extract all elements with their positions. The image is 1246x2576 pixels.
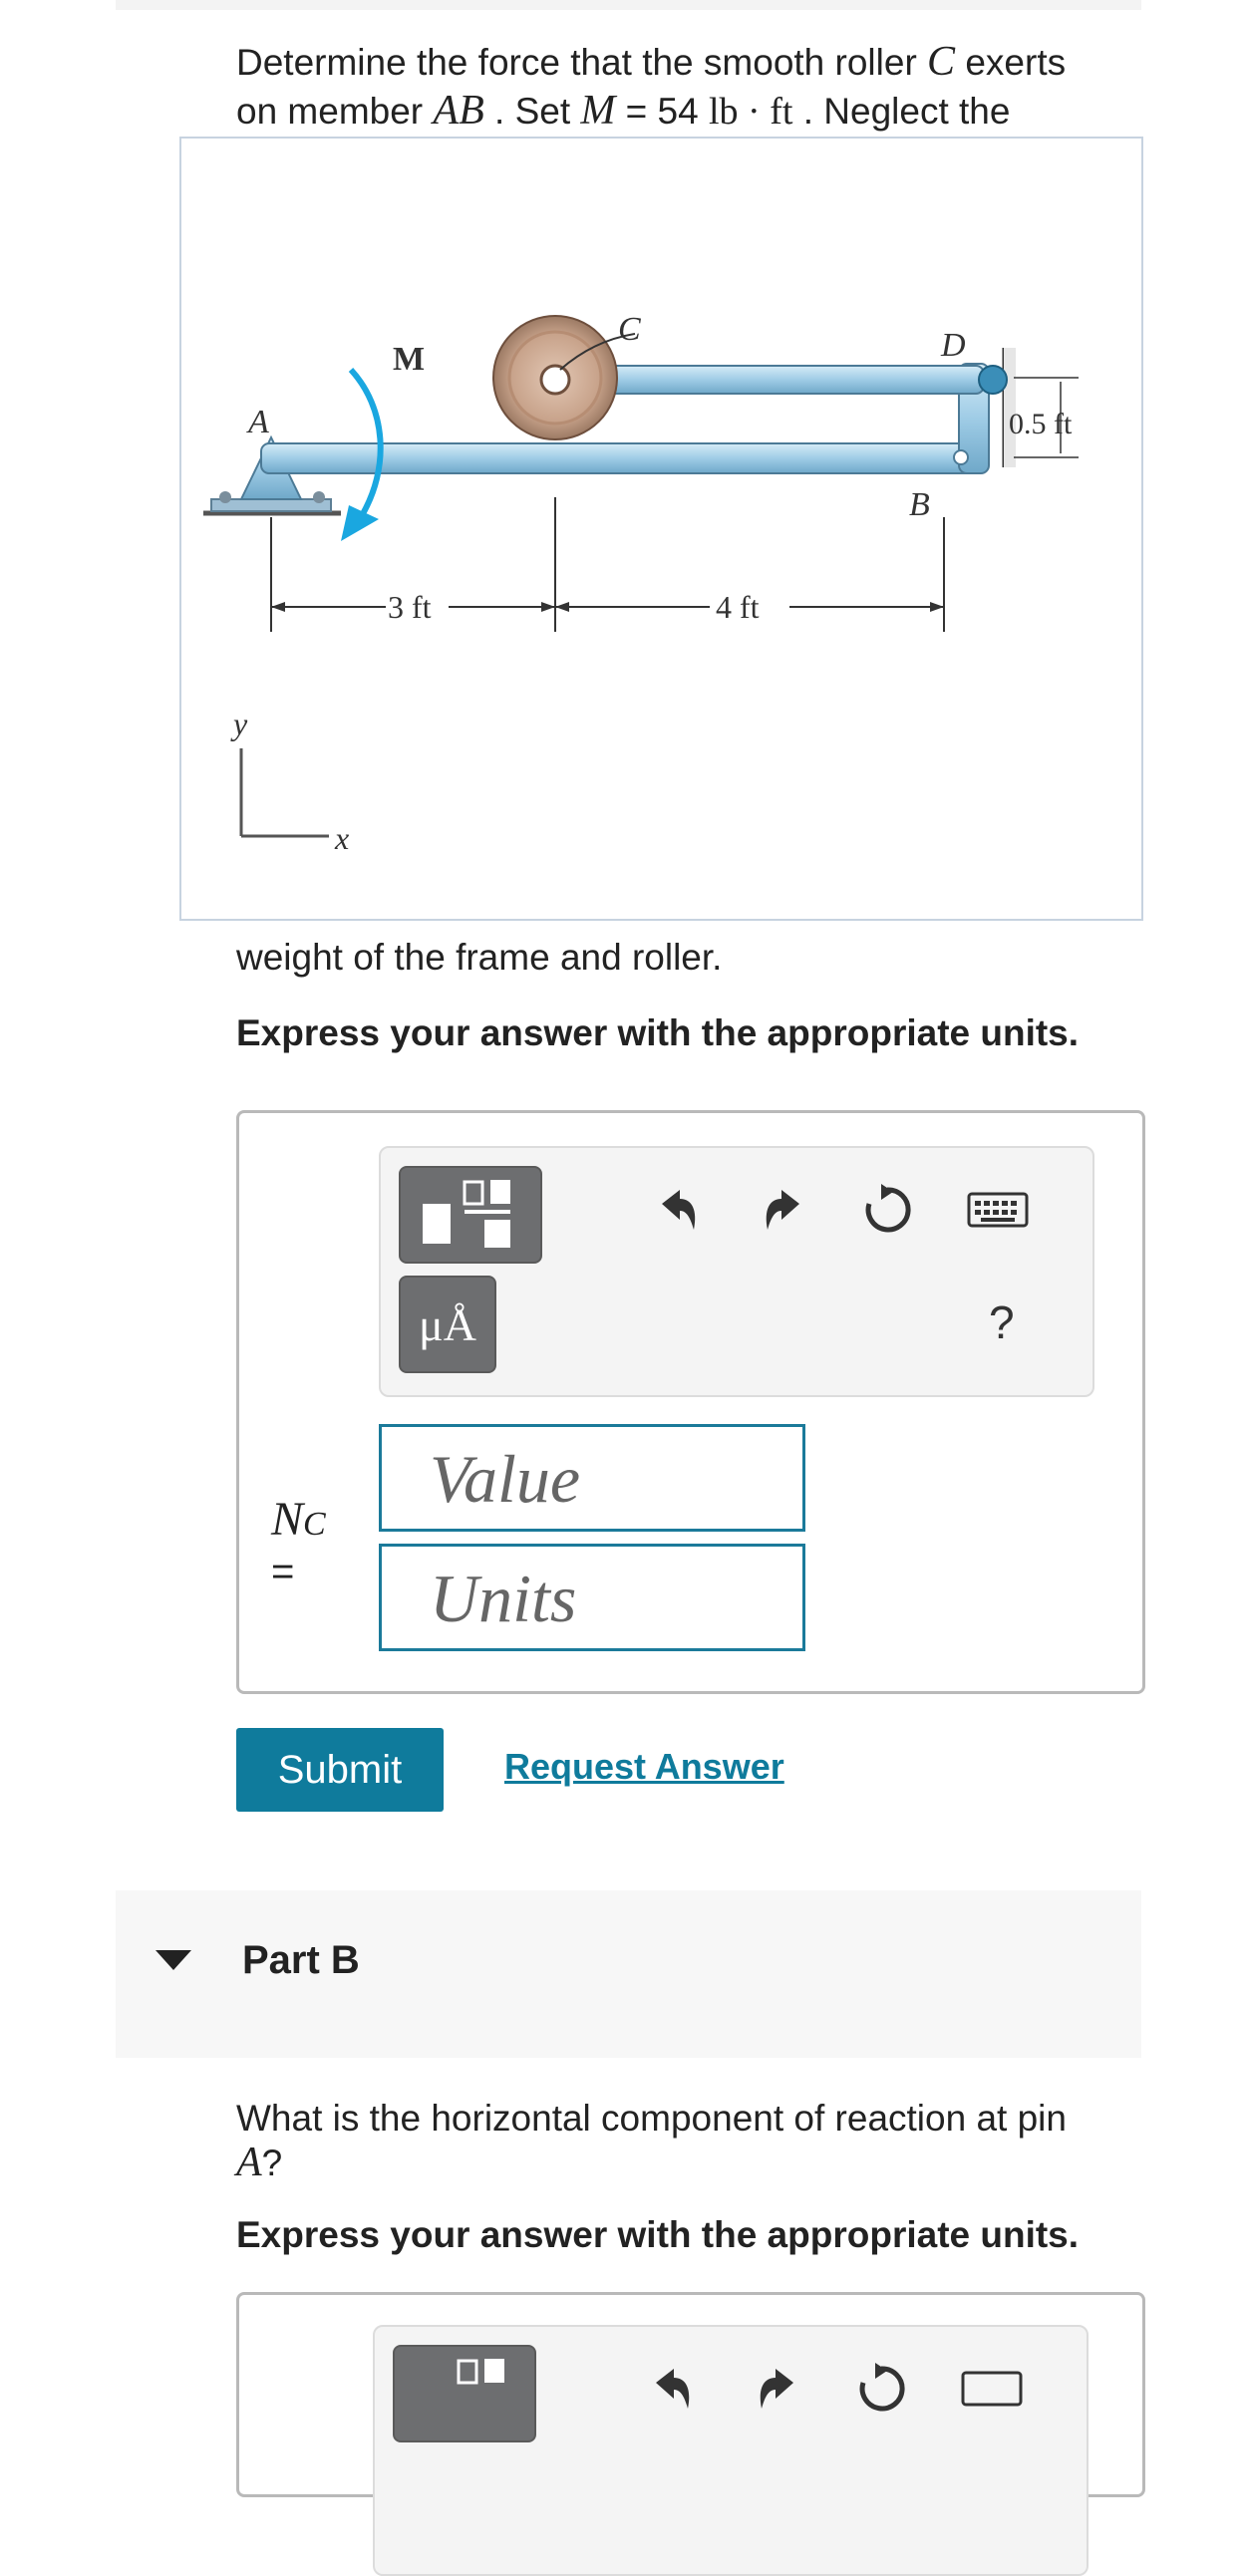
part-b-question	[236, 2097, 1133, 2185]
problem-line-1	[236, 38, 1133, 87]
dim-3ft-label: 3 ft	[388, 589, 432, 625]
top-divider	[116, 0, 1141, 10]
caret-down-icon[interactable]	[156, 1950, 191, 1970]
roller-axle	[541, 366, 569, 394]
templates-icon	[395, 2347, 534, 2440]
help-button[interactable]: ?	[989, 1296, 1015, 1348]
problem-statement	[236, 38, 1133, 136]
roller-D	[979, 366, 1007, 394]
answer-var: N	[271, 1493, 304, 1546]
prompt-text: . Set	[483, 91, 581, 132]
units-button[interactable]	[399, 1276, 496, 1373]
moment-units: lb · ft	[709, 91, 793, 133]
prompt-text: on member	[236, 91, 434, 132]
reset-icon[interactable]	[851, 2361, 911, 2426]
problem-line-2	[236, 87, 1133, 136]
undo-icon[interactable]	[644, 2365, 694, 2420]
templates-icon	[401, 1168, 540, 1262]
part-b-instruction: Express your answer with the appropriate units.	[236, 2214, 1080, 2255]
answer-subscript: C	[303, 1506, 326, 1543]
var-A: A	[236, 2140, 262, 2185]
question-text: ?	[261, 2143, 283, 2183]
part-b-header[interactable]	[116, 1890, 1141, 2058]
axis-x-label: x	[335, 820, 350, 856]
dim-arrow	[541, 602, 555, 612]
units-input[interactable]: Units	[379, 1544, 805, 1651]
answer-label	[271, 1492, 326, 1547]
pin-B	[954, 450, 968, 464]
dim-arrow	[271, 602, 285, 612]
var-M: M	[580, 88, 616, 134]
label-D: D	[941, 327, 966, 364]
submit-button[interactable]: Submit	[236, 1728, 444, 1812]
label-C: C	[618, 311, 641, 348]
units-icon: μÅ	[419, 1299, 476, 1350]
moment-arrowhead	[341, 505, 379, 541]
instruction-text: Express your answer with the appropriate units.	[236, 1012, 1080, 1053]
redo-icon[interactable]	[756, 2365, 805, 2420]
templates-button[interactable]	[399, 1166, 542, 1264]
equals-sign: =	[271, 1550, 295, 1593]
prompt-text: = 54	[615, 91, 709, 132]
answer-box	[236, 1110, 1145, 1694]
prompt-continued: weight of the frame and roller.	[236, 937, 723, 978]
member-AB	[261, 443, 979, 473]
undo-icon[interactable]	[650, 1186, 700, 1241]
label-M: M	[393, 341, 426, 378]
problem-figure	[179, 137, 1143, 921]
dim-arrow	[555, 602, 569, 612]
redo-icon[interactable]	[762, 1186, 811, 1241]
prompt-text: . Neglect the	[792, 91, 1011, 132]
axis-y-label: y	[233, 706, 248, 741]
keyboard-icon[interactable]	[961, 2371, 1023, 2414]
prompt-text: exerts	[955, 42, 1067, 83]
request-answer-link[interactable]: Request Answer	[504, 1746, 784, 1787]
label-B: B	[909, 486, 930, 523]
part-b-title: Part B	[242, 1938, 360, 1982]
question-text: What is the horizontal component of reaction at pin	[236, 2098, 1067, 2139]
bolt	[313, 491, 325, 503]
label-A: A	[248, 404, 269, 440]
part-b-math-toolbar	[373, 2325, 1089, 2576]
var-AB: AB	[433, 88, 484, 134]
dim-05ft-label: 0.5 ft	[1009, 408, 1073, 440]
keyboard-icon[interactable]	[967, 1192, 1029, 1235]
dim-arrow	[930, 602, 944, 612]
part-b-templates-button[interactable]	[393, 2345, 536, 2442]
dim-4ft-label: 4 ft	[716, 589, 760, 625]
prompt-text: Determine the force that the smooth roller	[236, 42, 928, 83]
value-input[interactable]: Value	[379, 1424, 805, 1532]
math-toolbar	[379, 1146, 1094, 1397]
part-b-answer-box	[236, 2292, 1145, 2497]
frame-diagram	[181, 139, 1141, 919]
bolt	[219, 491, 231, 503]
reset-icon[interactable]	[857, 1182, 917, 1247]
member-CD	[565, 366, 984, 394]
var-C: C	[927, 39, 956, 85]
